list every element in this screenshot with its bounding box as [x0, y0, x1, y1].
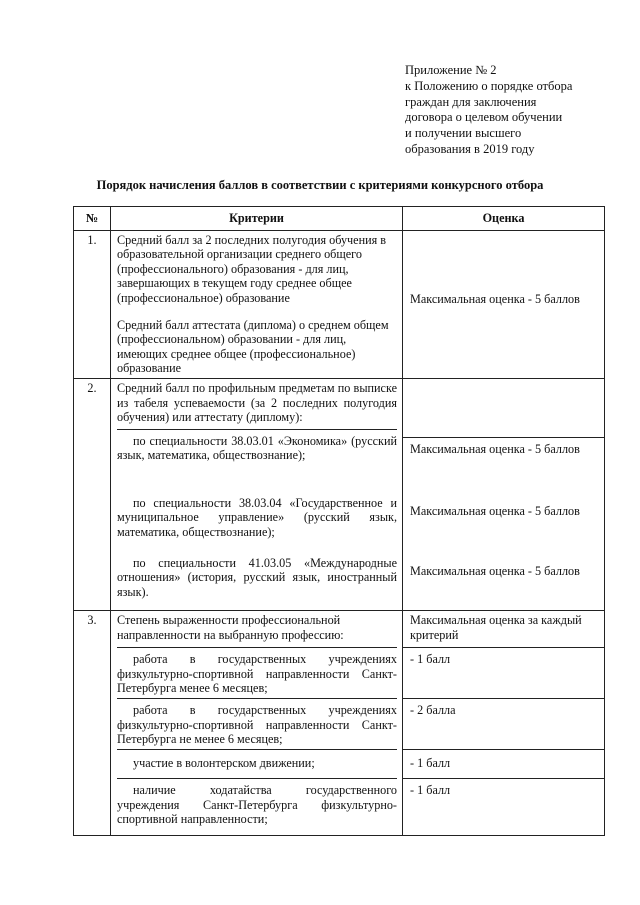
criteria-item: работа в государственных учреждениях физкультурно-спортивной направленности Санкт-Петербурга менее 6 месяцев; [117, 651, 397, 696]
table-header-row [74, 207, 605, 231]
header-criteria: Критерии [111, 207, 403, 231]
row-number: 3. [74, 610, 111, 835]
criteria-text: Средний балл аттестата (диплома) о среднем общем (профессиональном) образовании - для лиц, имеющих среднее общее (профессиональное) образование [117, 317, 389, 376]
table-row [74, 378, 605, 610]
appendix-line: и получении высшего [405, 126, 522, 141]
criteria-intro: Степень выраженности профессиональной направленности на выбранную профессию: [117, 612, 344, 642]
criteria-item: по специальности 38.03.04 «Государственное и муниципальное управление» (русский язык, математика, обществознание); [117, 495, 397, 539]
appendix-line: Приложение № 2 [405, 63, 497, 77]
appendix-line: образования в 2019 году [405, 141, 535, 156]
criteria-intro: Средний балл по профильным предметам по выписке из табеля успеваемости (за 2 последних полугодия обучения) или аттестату (диплому): [117, 380, 397, 425]
score-cell [403, 378, 605, 610]
score-text: Максимальная оценка - 5 баллов [410, 441, 580, 456]
row-number: 1. [74, 230, 111, 378]
document-title: Порядок начисления баллов в соответствии с критериями конкурсного отбора [96, 178, 544, 192]
score-cell [403, 610, 605, 835]
criteria-item: работа в государственных учреждениях физкультурно-спортивной направленности Санкт-Петербурга не менее 6 месяцев; [117, 702, 397, 747]
appendix-line: к Положению о порядке отбора [405, 78, 573, 93]
header-score: Оценка [403, 207, 605, 231]
criteria-table [73, 206, 605, 836]
criteria-item: по специальности 41.03.05 «Международные отношения» (история, русский язык, иностранный язык). [117, 555, 397, 599]
score-text: Максимальная оценка - 5 баллов [410, 503, 580, 518]
appendix-note [405, 63, 630, 158]
criteria-item: наличие ходатайства государственного учреждения Санкт-Петербурга физкультурно-спортивной направленности; [117, 782, 397, 827]
table-row [74, 230, 605, 378]
score-text: Максимальная оценка - 5 баллов [410, 563, 580, 578]
criteria-item: по специальности 38.03.01 «Экономика» (русский язык, математика, обществознание); [117, 433, 397, 463]
table-row [74, 610, 605, 835]
score-text: - 1 балл [410, 755, 451, 770]
appendix-line: договора о целевом обучении [405, 110, 563, 125]
score-text: Максимальная оценка за каждый критерий [410, 612, 582, 642]
score-cell [403, 230, 605, 378]
score-text: Максимальная оценка - 5 баллов [410, 292, 580, 307]
criteria-text: Средний балл за 2 последних полугодия обучения в образовательной организации среднего общего (профессионального) образования - для лиц, завершающих в текущем году среднее общее (профессиональное) образование [117, 232, 387, 305]
header-number: № [74, 207, 111, 231]
criteria-cell [111, 378, 403, 610]
appendix-line: граждан для заключения [405, 94, 537, 109]
row-number: 2. [74, 378, 111, 610]
criteria-cell [111, 230, 403, 378]
score-text: - 1 балл [410, 651, 451, 666]
criteria-item: участие в волонтерском движении; [133, 755, 315, 770]
criteria-cell [111, 610, 403, 835]
score-text: - 2 балла [410, 702, 456, 717]
score-text: - 1 балл [410, 782, 451, 797]
